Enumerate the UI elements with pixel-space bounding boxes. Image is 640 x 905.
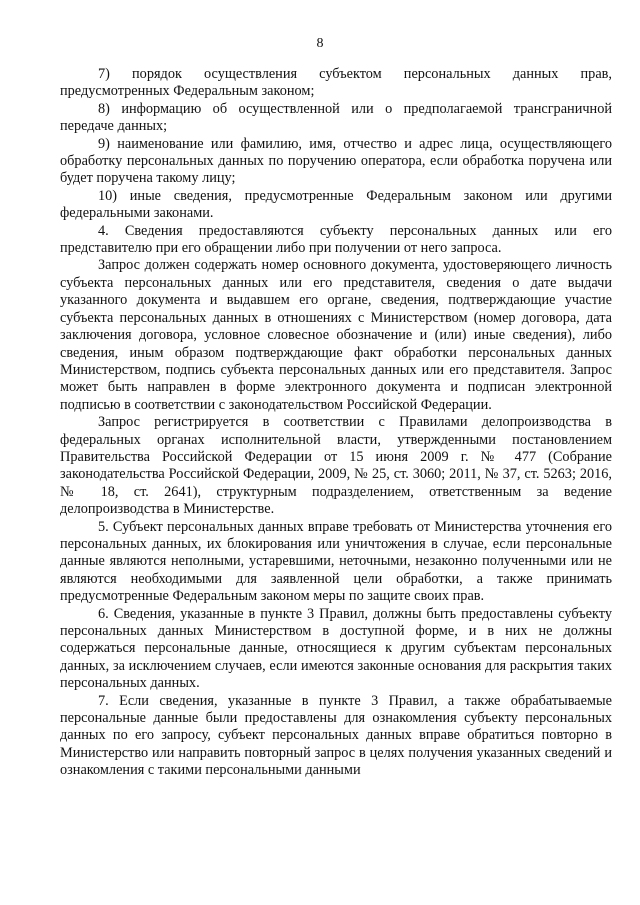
paragraph-clause-4: 4. Сведения предоставляются субъекту персональных данных или его представителю при его обращении либо при получении от него запроса. — [60, 222, 612, 257]
paragraph-item-9: 9) наименование или фамилию, имя, отчество и адрес лица, осуществляющего обработку персональных данных по поручению оператора, если обработка поручена или будет поручена такому лицу; — [60, 135, 612, 187]
paragraph-clause-5: 5. Субъект персональных данных вправе требовать от Министерства уточнения его персональных данных, их блокирования или уничтожения в случае, если персональные данные являются неполными, устаревшими, неточными, незаконно полученными или не являются необходимыми для заявленной цели обработки, а также принимать предусмотренные Федеральным законом меры по защите своих прав. — [60, 518, 612, 605]
paragraph-item-10: 10) иные сведения, предусмотренные Федеральным законом или другими федеральными законами. — [60, 187, 612, 222]
page-number: 8 — [316, 36, 324, 51]
paragraph-request-contents: Запрос должен содержать номер основного документа, удостоверяющего личность субъекта персональных данных или его представителя, сведения о дате выдачи указанного документа и выдавшем его органе, сведения, подтверждающие участие субъекта персональных данных в отношениях с Министерством (номер договора, дата заключения договора, условное словесное обозначение и (или) иные сведения), либо сведения, иным образом подтверждающие факт обработки персональных данных Министерством, подпись субъекта персональных данных или его представителя. Запрос может быть направлен в форме электронного документа и подписан электронной подписью в соответствии с законодательством Российской Федерации. — [60, 257, 612, 413]
paragraph-item-8: 8) информацию об осуществленной или о предполагаемой трансграничной передаче данных; — [60, 100, 612, 135]
paragraph-clause-7: 7. Если сведения, указанные в пункте 3 Правил, а также обрабатываемые персональные данные были предоставлены для ознакомления субъекту персональных данных по его запросу, субъект персональных данных вправе обратиться повторно в Министерство или направить повторный запрос в целях получения указанных сведений и ознакомления с такими персональными данными — [60, 692, 612, 779]
paragraph-item-7: 7) порядок осуществления субъектом персональных данных прав, предусмотренных Федеральным законом; — [60, 66, 612, 100]
paragraph-request-registration: Запрос регистрируется в соответствии с Правилами делопроизводства в федеральных органах исполнительной власти, утвержденными постановлением Правительства Российской Федерации от 15 июня 2009 г. № 477 (Собрание законодательства Российской Федерации, 2009, № 25, ст. 3060; 2011, № 37, ст. 5263; 2016, № 18, ст. 2641), структурным подразделением, ответственным за ведение делопроизводства в Министерстве. — [60, 414, 612, 518]
paragraph-clause-6: 6. Сведения, указанные в пункте 3 Правил, должны быть предоставлены субъекту персональных данных Министерством в доступной форме, и в них не должны содержаться персональные данные, относящиеся к другим субъектам персональных данных, за исключением случаев, если имеются законные основания для раскрытия таких персональных данных. — [60, 605, 612, 692]
document-body — [60, 66, 612, 780]
